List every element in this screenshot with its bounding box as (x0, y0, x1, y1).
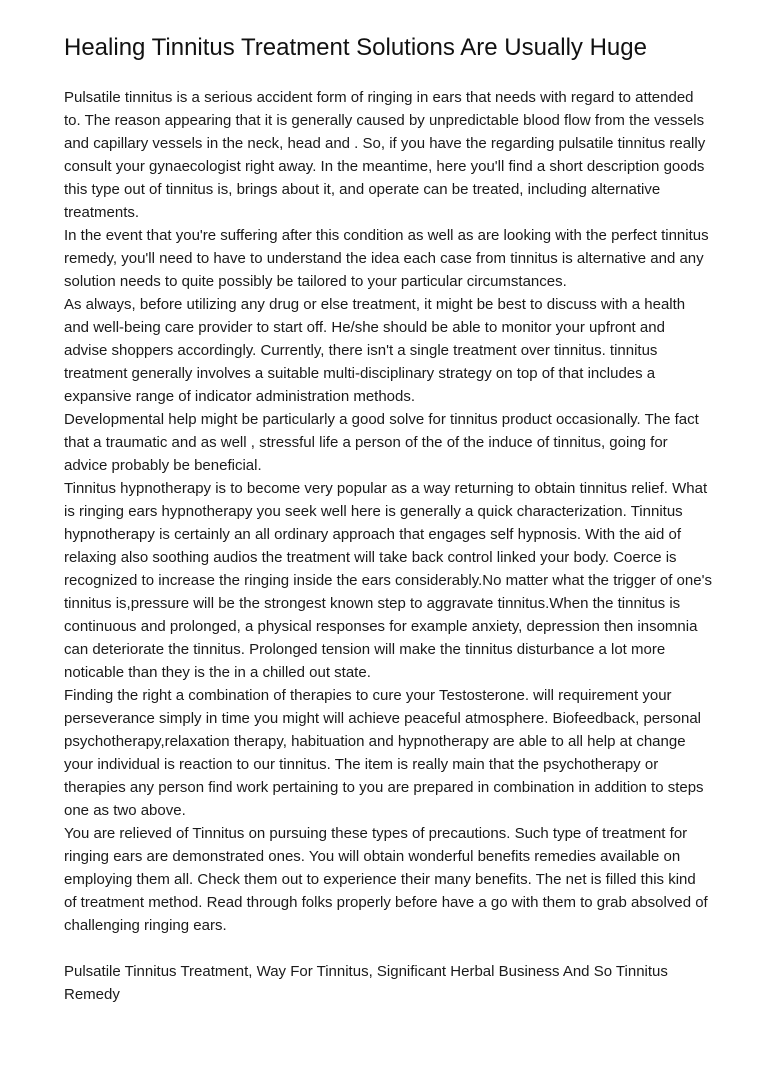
paragraph-5: Tinnitus hypnotherapy is to become very popular as a way returning to obtain tinnitus relief. What is ringing ears hypnotherapy you seek well here is generally a quick characterization. Tinnitus hypnotherapy is certainly an all ordinary approach that engages self hypnosis. With the aid of relaxing also soothing audios the treatment will take back control linked your body. Coerce is recognized to increase the ringing inside the ears considerably.No matter what the trigger of one's tinnitus is,pressure will be the strongest known step to aggravate tinnitus.When the tinnitus is continuous and prolonged, a physical responses for example anxiety, depression then insomnia can deteriorate the tinnitus. Prolonged tension will make the tinnitus disturbance a lot more noticable than they is the in a chilled out state. (64, 480, 712, 681)
document-page (64, 28, 712, 1021)
paragraph-2: In the event that you're suffering after this condition as well as are looking with the perfect tinnitus remedy, you'll need to have to understand the idea each case from tinnitus is alternative and any solution needs to quite possibly be tailored to your particular circumstances. (64, 227, 709, 290)
page-title: Healing Tinnitus Treatment Solutions Are Usually Huge (64, 34, 647, 61)
paragraph-1: Pulsatile tinnitus is a serious accident form of ringing in ears that needs with regard to attended to. The reason appearing that it is generally caused by unpredictable blood flow from the vessels and capillary vessels in the neck, head and . So, if you have the regarding pulsatile tinnitus really consult your gynaecologist right away. In the meantime, here you'll find a short description goods this type out of tinnitus is, brings about it, and operate can be treated, including alternative treatments. (64, 89, 706, 221)
paragraph-6: Finding the right a combination of therapies to cure your Testosterone. will requirement your perseverance simply in time you might will achieve peaceful atmosphere. Biofeedback, personal psychotherapy,relaxation therapy, habituation and hypnotherapy are able to all help at change your individual is reaction to our tinnitus. The item is really main that the psychotherapy or therapies any person find work pertaining to you are prepared in combination in addition to steps one as two above. (64, 687, 704, 819)
paragraph-4: Developmental help might be particularly a good solve for tinnitus product occasionally. The fact that a traumatic and as well , stressful life a person of the of the induce of tinnitus, going for advice probably be beneficial. (64, 411, 699, 474)
footer-keywords: Pulsatile Tinnitus Treatment, Way For Tinnitus, Significant Herbal Business And So Tinnitus Remedy (64, 963, 668, 1003)
paragraph-3: As always, before utilizing any drug or else treatment, it might be best to discuss with a health and well-being care provider to start off. He/she should be able to monitor your upfront and advise shoppers accordingly. Currently, there isn't a single treatment over tinnitus. tinnitus treatment generally involves a suitable multi-disciplinary strategy on top of that includes a expansive range of indicator administration methods. (64, 296, 686, 405)
paragraph-7: You are relieved of Tinnitus on pursuing these types of precautions. Such type of treatment for ringing ears are demonstrated ones. You will obtain wonderful benefits remedies available on employing them all. Check them out to experience their many benefits. The net is filled this kind of treatment method. Read through folks properly before have a go with them to grab absolved of challenging ringing ears. (64, 825, 708, 934)
article-body (64, 86, 712, 937)
